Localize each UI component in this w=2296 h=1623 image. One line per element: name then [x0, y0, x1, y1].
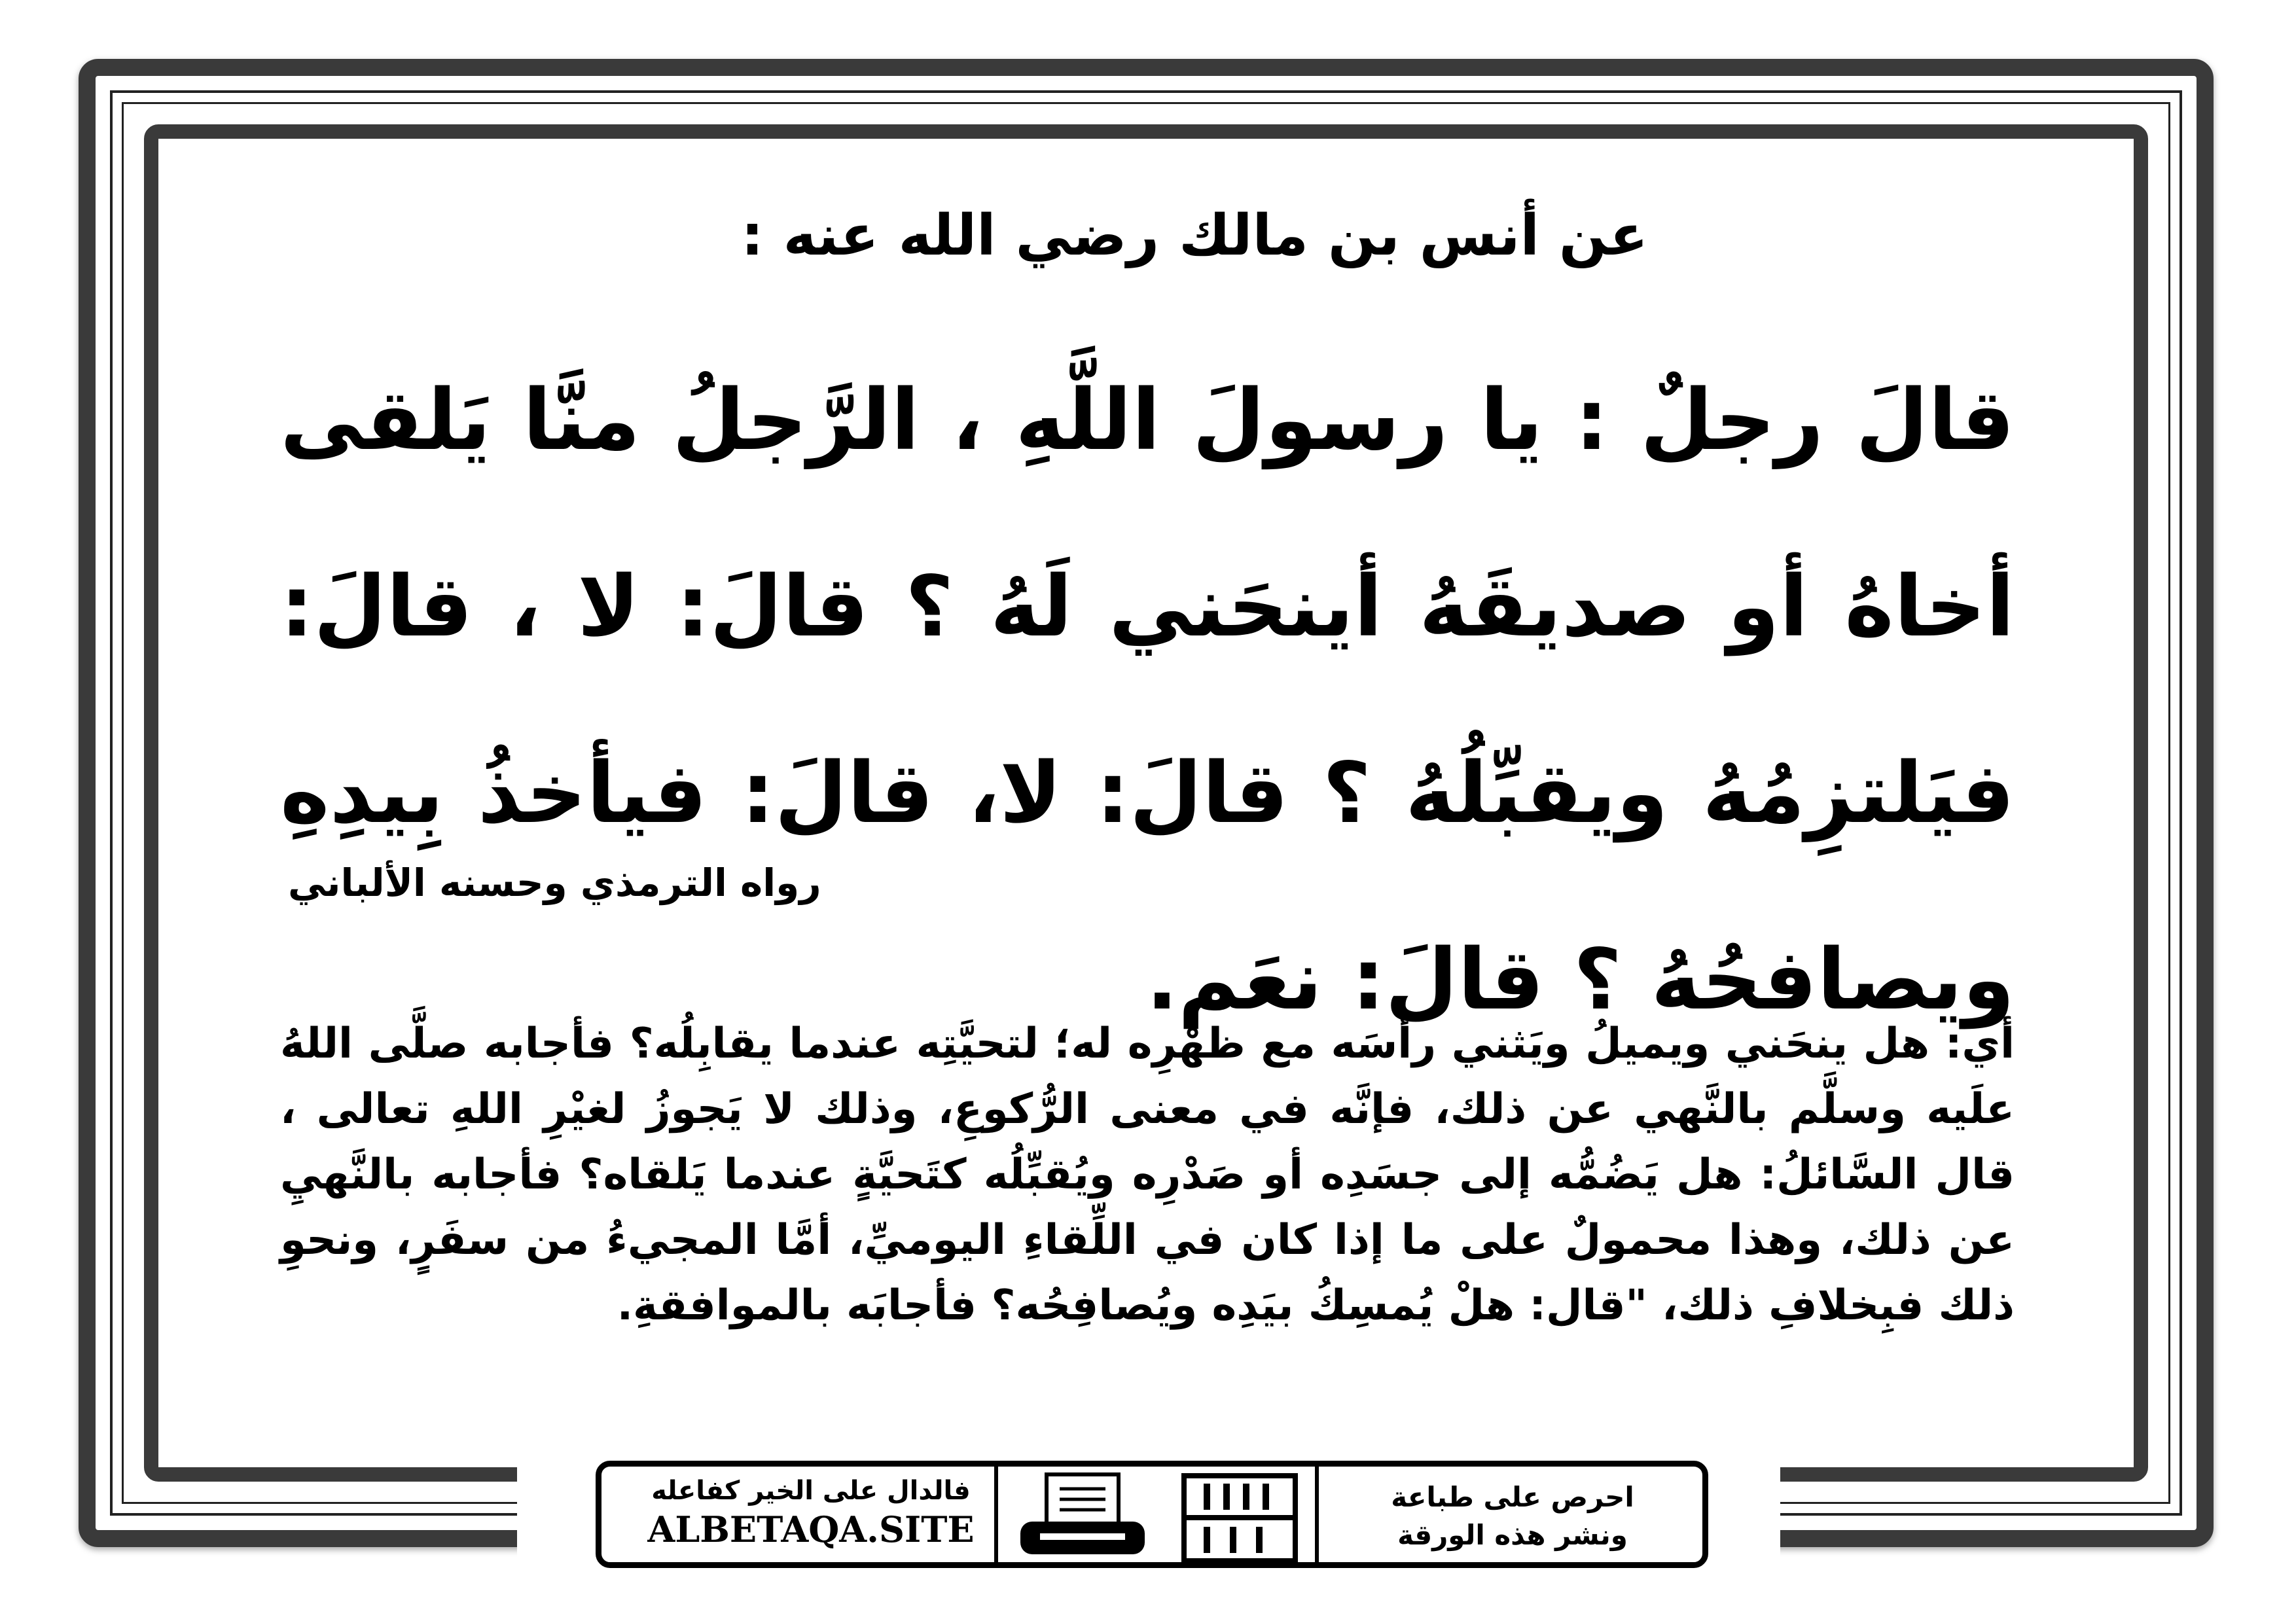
logo-icon — [1177, 1469, 1302, 1567]
site-link[interactable]: ALBETAQA.SITE — [647, 1508, 975, 1550]
footer-call-to-action — [1342, 1478, 1683, 1554]
footer-banner — [596, 1461, 1708, 1568]
footer-site-block — [628, 1476, 994, 1550]
hadith-text: قالَ رجلٌ : يا رسولَ اللَّهِ ، الرَّجلُ منَّا يَلقى أخاهُ أو صديقَهُ أينحَني لَهُ ؟ قالَ: لا ، قالَ: فيَلتزِمُهُ ويقبِّلُهُ ؟ قالَ: لا، قالَ: فيأخذُ بِيدِهِ ويصافحُهُ ؟ قالَ: نعَم. — [280, 372, 2015, 1029]
narrator-line: عن أنس بن مالك رضي الله عنه : — [741, 203, 1648, 268]
footer-cta-line: احرص على طباعة — [1391, 1481, 1634, 1513]
footer-slogan: فالدال على الخير كفاعله — [651, 1476, 971, 1506]
footer-divider — [994, 1467, 998, 1562]
footer-cta-line: ونشر هذه الورقة — [1397, 1519, 1628, 1551]
hadith-source: رواه الترمذي وحسنه الألباني — [288, 861, 821, 905]
footer-divider — [1315, 1467, 1319, 1562]
printer-icon — [1007, 1471, 1164, 1562]
explanation-text: أي: هل ينحَني ويميلُ ويَثني رأسَه مع ظهْرِه له؛ لتحيَّتِه عندما يقابِلُه؟ فأجابه صلَّى اللهُ علَيه وسلَّم بالنَّهي عن ذلك، فإنَّه في معنى الرُّكوعِ، وذلك لا يَجوزُ لغيْرِ اللهِ تعالى ، قال السَّائلُ: هل يَضُمُّه إلى جسَدِه أو صَدْرِه ويُقبِّلُه كتَحيَّةٍ عندما يَلقاه؟ فأجابه بالنَّهيِ عن ذلك، وهذا محمولٌ على ما إذا كان في اللِّقاءِ اليوميِّ، أمَّا المجيءُ من سفَرٍ، ونحوِ ذلك فبِخلافِ ذلك، "قال: هلْ يُمسِكُ بيَدِه ويُصافِحُه؟ فأجابَه بالموافقةِ. — [280, 1020, 2015, 1330]
